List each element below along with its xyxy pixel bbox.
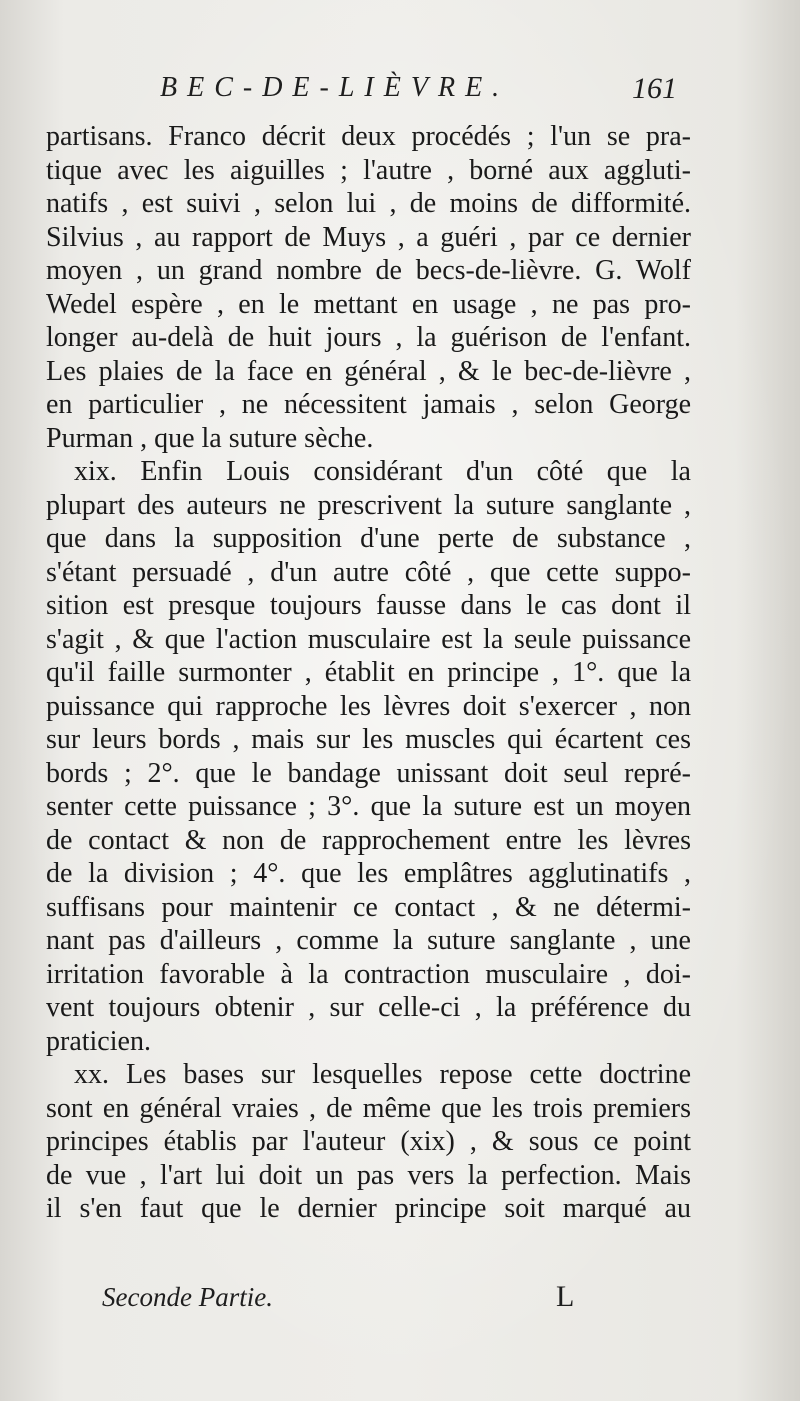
text-line: suffisans pour maintenir ce contact , & ne détermi- xyxy=(46,891,691,923)
text-line: de contact & non de rapprochement entre les lèvres xyxy=(46,824,691,856)
text-line: irritation favorable à la contraction musculaire , doi- xyxy=(46,958,691,990)
text-line: vent toujours obtenir , sur celle-ci , la préférence du xyxy=(46,992,691,1023)
text-line: sur leurs bords , mais sur les muscles qui écartent ces xyxy=(46,724,691,755)
signature-mark: L xyxy=(556,1280,575,1313)
page-header xyxy=(0,62,800,112)
section-start-line-xix: xix. Enfin Louis considérant d'un côté que la xyxy=(74,456,691,487)
text-line: s'étant persuadé , d'un autre côté , que cette suppo- xyxy=(46,556,691,588)
section-start-line-xx: xx. Les bases sur lesquelles repose cette doctrine xyxy=(74,1059,691,1090)
text-line: que dans la supposition d'une perte de substance , xyxy=(46,523,691,554)
text-line: plupart des auteurs ne prescrivent la suture sanglante , xyxy=(46,489,691,521)
text-line: moyen , un grand nombre de becs-de-lièvre. G. Wolf xyxy=(46,255,691,286)
text-line: de vue , l'art lui doit un pas vers la perfection. Mais xyxy=(46,1159,691,1191)
text-line: sont en général vraies , de même que les trois premiers xyxy=(46,1092,691,1124)
page-number: 161 xyxy=(632,72,677,105)
text-line: qu'il faille surmonter , établit en principe , 1°. que la xyxy=(46,657,691,688)
text-line: principes établis par l'auteur (xix) , & sous ce point xyxy=(46,1126,691,1157)
part-label: Seconde Partie. xyxy=(102,1282,273,1312)
text-line: Wedel espère , en le mettant en usage , ne pas pro- xyxy=(46,288,691,320)
text-line: Silvius , au rapport de Muys , a guéri , par ce dernier xyxy=(46,221,691,253)
text-line: Les plaies de la face en général , & le bec-de-lièvre , xyxy=(46,355,691,387)
text-line: natifs , est suivi , selon lui , de moins de difformité. xyxy=(46,188,691,219)
text-line: s'agit , & que l'action musculaire est la seule puissance xyxy=(46,623,691,655)
paragraph-end-line: Purman , que la suture sèche. xyxy=(46,422,374,454)
text-line: partisans. Franco décrit deux procédés ; l'un se pra- xyxy=(46,121,691,152)
paragraph-end-line: praticien. xyxy=(46,1025,151,1057)
text-line: tique avec les aiguilles ; l'autre , borné aux aggluti- xyxy=(46,154,691,186)
body-text xyxy=(46,120,691,1226)
text-line: il s'en faut que le dernier principe soit marqué au xyxy=(46,1193,691,1224)
text-line: sition est presque toujours fausse dans le cas dont il xyxy=(46,590,691,621)
text-line: senter cette puissance ; 3°. que la suture est un moyen xyxy=(46,791,691,822)
text-line: en particulier , ne nécessitent jamais , selon George xyxy=(46,389,691,420)
text-line: longer au-delà de huit jours , la guérison de l'enfant. xyxy=(46,322,691,353)
page-footer xyxy=(0,1282,800,1322)
text-line: de la division ; 4°. que les emplâtres agglutinatifs , xyxy=(46,858,691,889)
text-line: bords ; 2°. que le bandage unissant doit seul repré- xyxy=(46,757,691,789)
running-title: BEC-DE-LIÈVRE. xyxy=(160,72,510,103)
text-line: nant pas d'ailleurs , comme la suture sanglante , une xyxy=(46,925,691,956)
text-line: puissance qui rapproche les lèvres doit s'exercer , non xyxy=(46,690,691,722)
